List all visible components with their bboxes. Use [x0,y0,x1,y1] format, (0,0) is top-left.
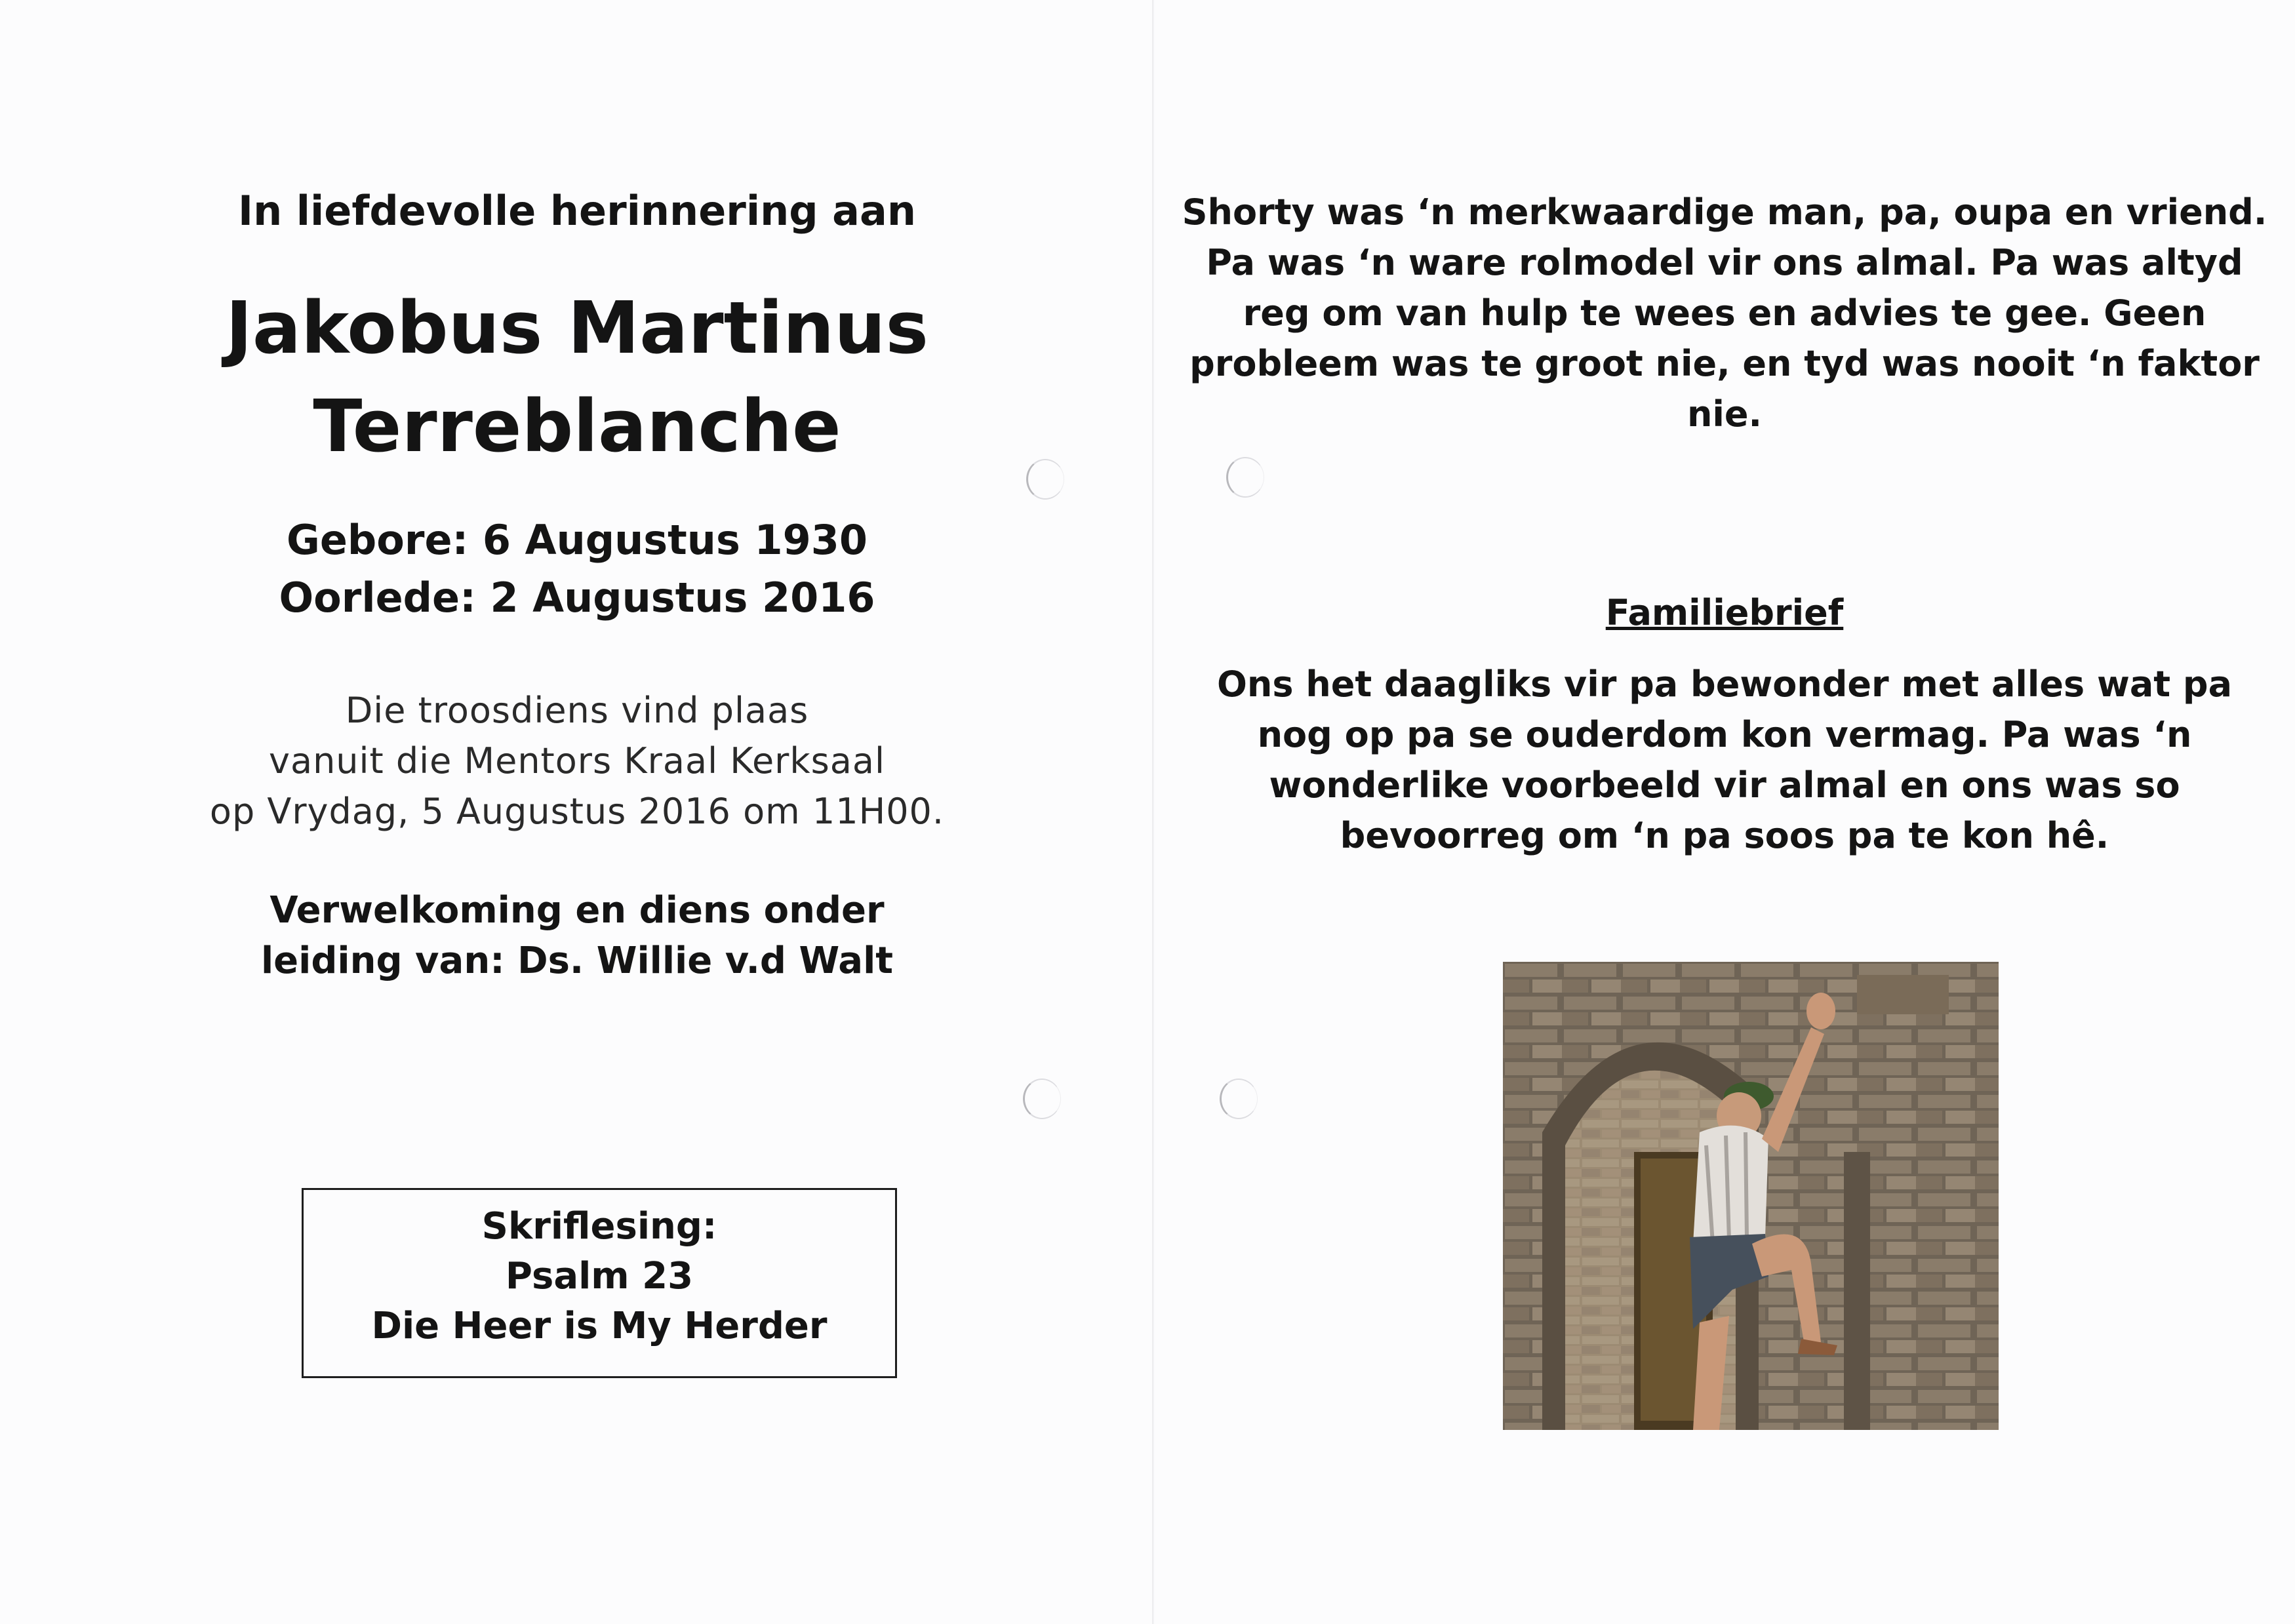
death-date: Oorlede: 2 Augustus 2016 [279,574,875,622]
family-letter-title: Familiebrief [1605,592,1844,633]
punch-hole [1226,457,1264,498]
scripture-psalm: Psalm 23 [505,1255,694,1297]
service-info-line: vanuit die Mentors Kraal Kerksaal [269,740,885,782]
deceased-name-first: Jakobus Martinus [225,286,929,370]
tribute-line: nie. [1686,393,1763,435]
tribute-line: reg om van hulp te wees en advies te gee. Geen [1243,292,2206,334]
family-letter-line: Ons het daagliks vir pa bewonder met alles wat pa [1216,663,2233,705]
service-info-line: op Vrydag, 5 Augustus 2016 om 11H00. [209,791,945,832]
family-letter-line: nog op pa se ouderdom kon vermag. Pa was ‘n [1257,714,2192,755]
tribute-line: probleem was te groot nie, en tyd was nooit ‘n faktor [1189,343,2260,384]
birth-date: Gebore: 6 Augustus 1930 [286,516,868,564]
scripture-box [302,1188,897,1378]
service-info-line: Die troosdiens vind plaas [345,690,809,731]
punch-hole [1026,459,1064,500]
memorial-heading: In liefdevolle herinnering aan [238,187,916,235]
family-letter-line: bevoorreg om ‘n pa soos pa te kon hê. [1340,815,2109,856]
punch-hole [1220,1079,1258,1119]
family-letter-line: wonderlike voorbeeld vir almal en ons was so [1269,764,2180,806]
photo-man-climbing-stone-wall-icon [1503,962,1999,1430]
scripture-label: Skriflesing: [481,1205,717,1248]
officiant-line: leiding van: Ds. Willie v.d Walt [260,940,894,982]
punch-hole [1023,1079,1061,1119]
tribute-line: Pa was ‘n ware rolmodel vir ons almal. Pa was altyd [1206,242,2243,283]
scripture-title: Die Heer is My Herder [371,1305,828,1347]
tribute-line: Shorty was ‘n merkwaardige man, pa, oupa en vriend. [1182,191,2267,233]
deceased-name-surname: Terreblanche [313,384,841,468]
officiant-line: Verwelkoming en diens onder [269,889,885,932]
